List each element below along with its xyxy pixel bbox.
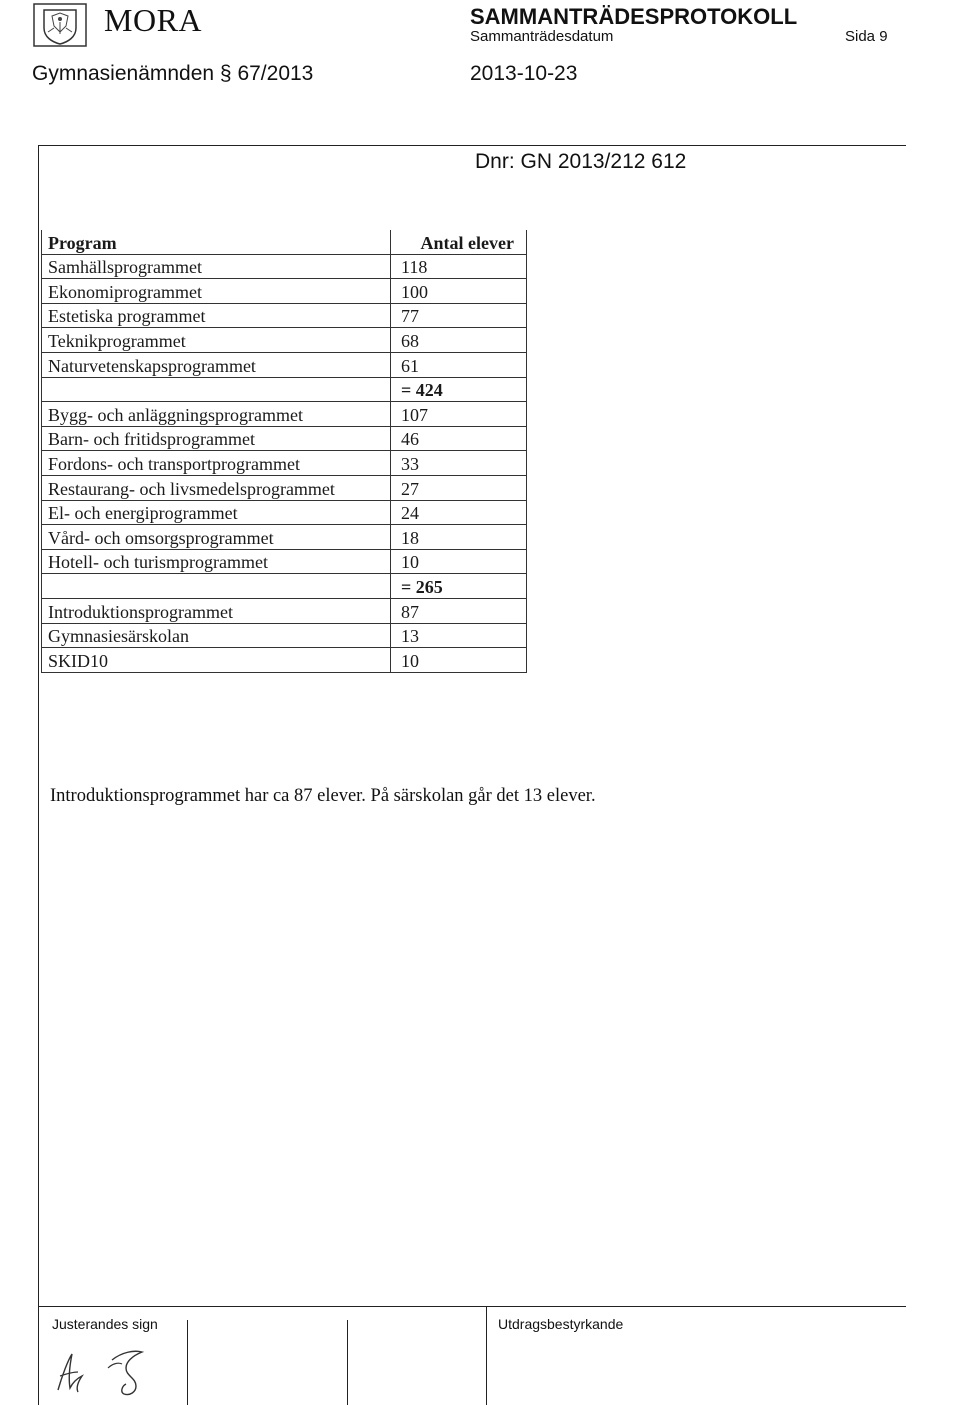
program-name-cell: Fordons- och transportprogrammet xyxy=(42,451,391,476)
table-row xyxy=(42,500,527,525)
program-name-cell: Hotell- och turismprogrammet xyxy=(42,549,391,574)
summary-note: Introduktionsprogrammet har ca 87 elever. På särskolan går det 13 elever. xyxy=(50,786,596,806)
program-name-cell xyxy=(42,377,391,402)
program-name-cell: Bygg- och anläggningsprogrammet xyxy=(42,402,391,427)
student-count-cell: 118 xyxy=(391,254,527,279)
table-row xyxy=(42,303,527,328)
coat-of-arms-icon xyxy=(32,2,88,48)
program-name-cell: SKID10 xyxy=(42,648,391,673)
protocol-subtitle: Sammanträdesdatum xyxy=(470,28,614,45)
table-row xyxy=(42,279,527,304)
student-count-cell: 13 xyxy=(391,623,527,648)
footer-divider xyxy=(187,1320,188,1405)
protocol-title: SAMMANTRÄDESPROTOKOLL xyxy=(470,4,798,29)
program-name-cell: Ekonomiprogrammet xyxy=(42,279,391,304)
footer-divider xyxy=(347,1320,348,1405)
program-column-header: Program xyxy=(42,230,391,254)
table-row xyxy=(42,525,527,550)
table-row xyxy=(42,377,527,402)
student-count-cell: 61 xyxy=(391,352,527,377)
student-count-table xyxy=(41,230,527,673)
table-row xyxy=(42,574,527,599)
student-count-cell: 33 xyxy=(391,451,527,476)
program-name-cell: Gymnasiesärskolan xyxy=(42,623,391,648)
program-name-cell: Vård- och omsorgsprogrammet xyxy=(42,525,391,550)
table-row xyxy=(42,402,527,427)
table-row xyxy=(42,549,527,574)
page-number: Sida 9 xyxy=(845,28,888,45)
program-name-cell: Naturvetenskapsprogrammet xyxy=(42,352,391,377)
program-name-cell: Estetiska programmet xyxy=(42,303,391,328)
handwritten-signature-icon xyxy=(50,1340,180,1402)
frame-top-border xyxy=(38,145,906,146)
program-name-cell: Teknikprogrammet xyxy=(42,328,391,353)
student-count-cell: 100 xyxy=(391,279,527,304)
student-count-cell: = 265 xyxy=(391,574,527,599)
table-row xyxy=(42,648,527,673)
diary-number: Dnr: GN 2013/212 612 xyxy=(475,150,687,173)
program-name-cell: Introduktionsprogrammet xyxy=(42,598,391,623)
student-count-cell: 68 xyxy=(391,328,527,353)
program-name-cell xyxy=(42,574,391,599)
frame-left-border xyxy=(38,145,39,1405)
student-count-cell: 77 xyxy=(391,303,527,328)
extract-certification-label: Utdragsbestyrkande xyxy=(498,1316,624,1332)
student-count-cell: 10 xyxy=(391,549,527,574)
program-name-cell: El- och energiprogrammet xyxy=(42,500,391,525)
student-count-cell: 27 xyxy=(391,475,527,500)
table-row xyxy=(42,475,527,500)
footer-divider xyxy=(486,1306,487,1405)
student-count-cell: = 424 xyxy=(391,377,527,402)
program-name-cell: Samhällsprogrammet xyxy=(42,254,391,279)
program-name-cell: Restaurang- och livsmedelsprogrammet xyxy=(42,475,391,500)
student-count-cell: 24 xyxy=(391,500,527,525)
student-count-cell: 18 xyxy=(391,525,527,550)
table-row xyxy=(42,328,527,353)
committee-reference: Gymnasienämnden § 67/2013 xyxy=(32,62,314,85)
brand-name: MORA xyxy=(104,2,203,38)
student-count-cell: 87 xyxy=(391,598,527,623)
signature-label: Justerandes sign xyxy=(52,1316,158,1332)
table-row xyxy=(42,598,527,623)
count-column-header: Antal elever xyxy=(391,230,527,254)
table-row xyxy=(42,623,527,648)
table-row xyxy=(42,254,527,279)
meeting-date: 2013-10-23 xyxy=(470,62,578,85)
table-row xyxy=(42,426,527,451)
student-count-cell: 46 xyxy=(391,426,527,451)
program-name-cell: Barn- och fritidsprogrammet xyxy=(42,426,391,451)
table-header-row xyxy=(42,230,527,254)
footer-border xyxy=(38,1306,906,1307)
student-count-cell: 10 xyxy=(391,648,527,673)
table-row xyxy=(42,352,527,377)
table-row xyxy=(42,451,527,476)
student-count-cell: 107 xyxy=(391,402,527,427)
